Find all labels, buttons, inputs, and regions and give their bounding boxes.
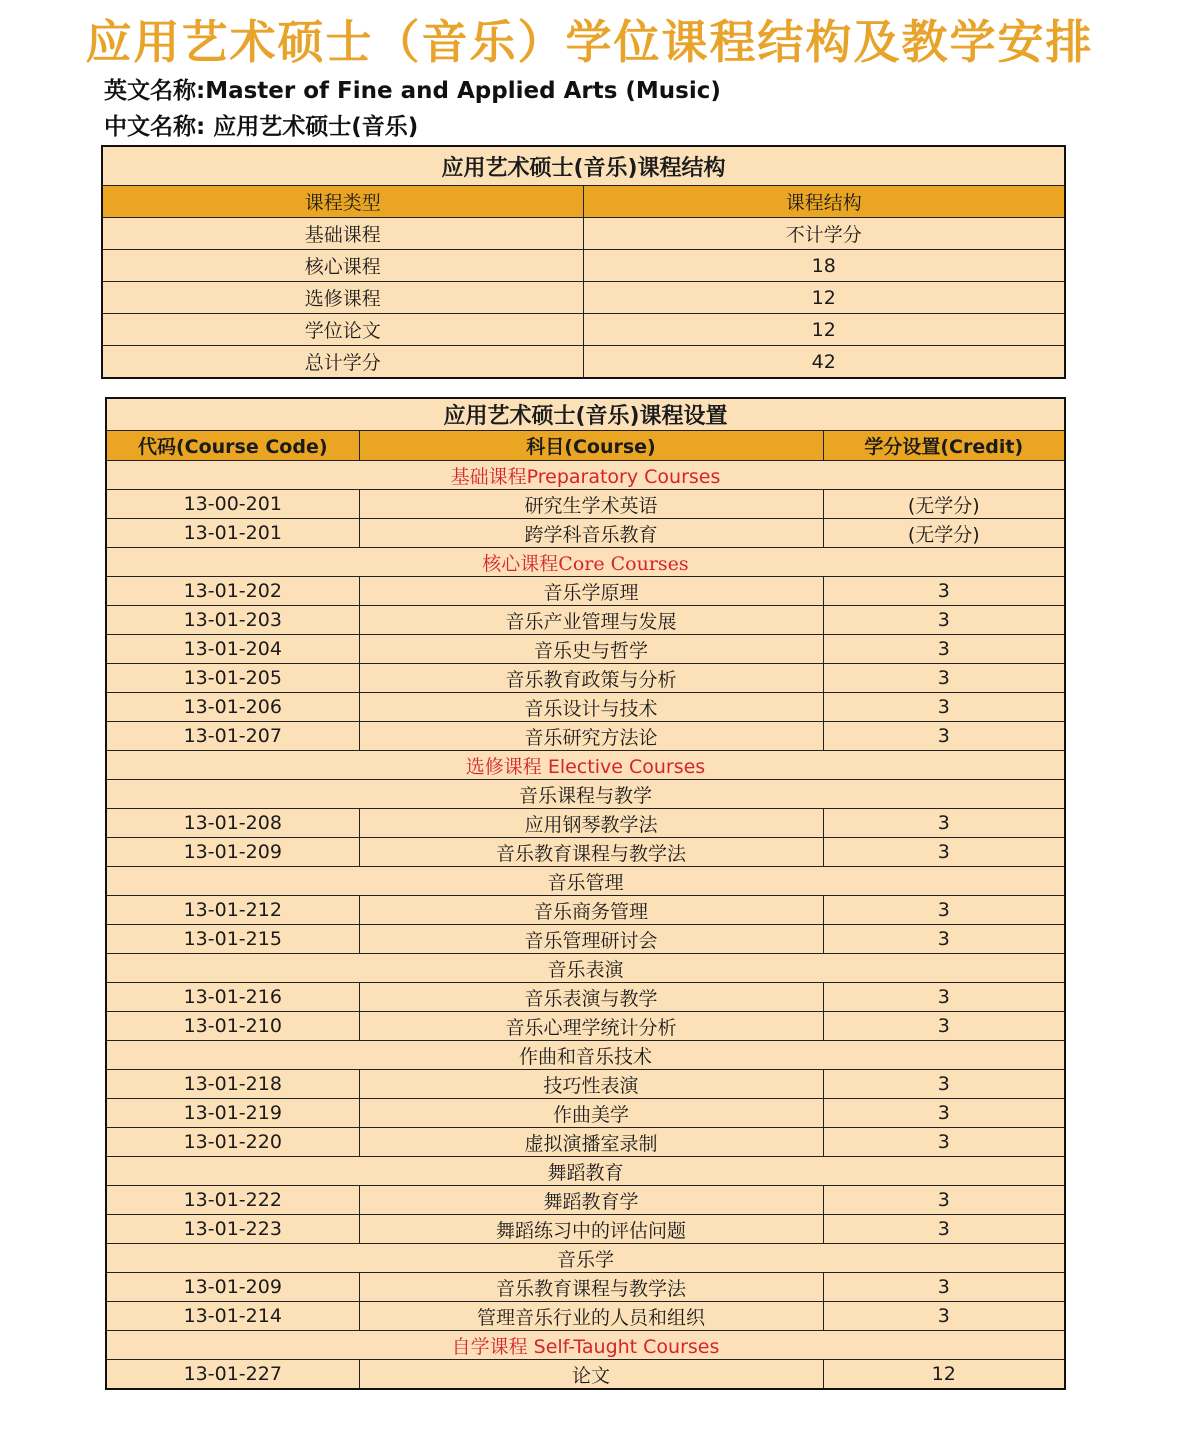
course-code: 13-01-212 [106,896,359,925]
structure-cell-value: 12 [583,314,1065,346]
course-code: 13-01-223 [106,1215,359,1244]
course-name: 跨学科音乐教育 [359,519,823,548]
structure-row [102,218,1065,250]
course-structure-table [101,145,1066,379]
course-settings-table [105,397,1066,1390]
courses-table-caption: 应用艺术硕士(音乐)课程设置 [106,398,1065,431]
section-heading: 自学课程 Self-Taught Courses [106,1331,1065,1360]
course-name: 舞蹈教育学 [359,1186,823,1215]
course-credit: 3 [823,1070,1065,1099]
course-row [106,519,1065,548]
course-row [106,983,1065,1012]
course-code: 13-01-219 [106,1099,359,1128]
structure-cell-type: 基础课程 [102,218,583,250]
course-name: 管理音乐行业的人员和组织 [359,1302,823,1331]
courses-header-course: 科目(Course) [359,431,823,461]
structure-cell-value: 不计学分 [583,218,1065,250]
course-credit: 3 [823,1273,1065,1302]
course-row [106,1012,1065,1041]
course-subgroup-row [106,1041,1065,1070]
course-subgroup-row [106,780,1065,809]
course-credit: 3 [823,809,1065,838]
course-row [106,1099,1065,1128]
course-name: 音乐史与哲学 [359,635,823,664]
english-name-label: 英文名称: [104,78,206,104]
course-row [106,635,1065,664]
subgroup-heading: 舞蹈教育 [106,1157,1065,1186]
course-row [106,1302,1065,1331]
course-code: 13-01-207 [106,722,359,751]
courses-header-code: 代码(Course Code) [106,431,359,461]
course-name: 音乐研究方法论 [359,722,823,751]
course-name: 音乐商务管理 [359,896,823,925]
course-credit: 3 [823,664,1065,693]
structure-row [102,250,1065,282]
course-name: 舞蹈练习中的评估问题 [359,1215,823,1244]
course-credit: 12 [823,1360,1065,1390]
course-code: 13-01-216 [106,983,359,1012]
course-code: 13-01-210 [106,1012,359,1041]
course-code: 13-01-222 [106,1186,359,1215]
subgroup-heading: 音乐表演 [106,954,1065,983]
structure-cell-value: 42 [583,346,1065,379]
course-code: 13-01-204 [106,635,359,664]
course-code: 13-01-205 [106,664,359,693]
course-credit: 3 [823,722,1065,751]
chinese-name-value: 应用艺术硕士(音乐) [213,114,419,140]
course-name: 音乐产业管理与发展 [359,606,823,635]
subgroup-heading: 作曲和音乐技术 [106,1041,1065,1070]
subgroup-heading: 音乐管理 [106,867,1065,896]
course-code: 13-01-208 [106,809,359,838]
course-credit: 3 [823,606,1065,635]
structure-cell-type: 总计学分 [102,346,583,379]
course-row [106,896,1065,925]
section-heading: 核心课程Core Courses [106,548,1065,577]
course-row [106,1186,1065,1215]
course-code: 13-01-220 [106,1128,359,1157]
page-title: 应用艺术硕士（音乐）学位课程结构及教学安排 [85,15,1094,69]
course-row [106,722,1065,751]
course-credit: 3 [823,1186,1065,1215]
course-row [106,606,1065,635]
course-name: 音乐教育政策与分析 [359,664,823,693]
course-row [106,664,1065,693]
course-code: 13-01-206 [106,693,359,722]
course-subgroup-row [106,1244,1065,1273]
structure-cell-type: 选修课程 [102,282,583,314]
course-name: 音乐学原理 [359,577,823,606]
course-section-row [106,751,1065,780]
course-row [106,693,1065,722]
course-subgroup-row [106,1157,1065,1186]
subgroup-heading: 音乐学 [106,1244,1065,1273]
course-row [106,1273,1065,1302]
course-name: 音乐管理研讨会 [359,925,823,954]
course-row [106,490,1065,519]
course-name: 虚拟演播室录制 [359,1128,823,1157]
section-heading: 选修课程 Elective Courses [106,751,1065,780]
english-name-value: Master of Fine and Applied Arts (Music) [205,78,721,104]
course-row [106,577,1065,606]
course-code: 13-01-218 [106,1070,359,1099]
course-name: 作曲美学 [359,1099,823,1128]
course-code: 13-00-201 [106,490,359,519]
course-name: 音乐教育课程与教学法 [359,838,823,867]
course-credit: 3 [823,693,1065,722]
course-section-row [106,1331,1065,1360]
course-code: 13-01-201 [106,519,359,548]
course-row [106,1128,1065,1157]
structure-row [102,282,1065,314]
course-section-row [106,548,1065,577]
course-credit: (无学分) [823,519,1065,548]
course-credit: 3 [823,635,1065,664]
courses-header-credit: 学分设置(Credit) [823,431,1065,461]
course-row [106,838,1065,867]
structure-cell-type: 学位论文 [102,314,583,346]
structure-header-type: 课程类型 [102,186,583,218]
subgroup-heading: 音乐课程与教学 [106,780,1065,809]
course-subgroup-row [106,954,1065,983]
course-code: 13-01-214 [106,1302,359,1331]
course-code: 13-01-209 [106,838,359,867]
structure-cell-value: 18 [583,250,1065,282]
structure-cell-type: 核心课程 [102,250,583,282]
course-credit: 3 [823,1128,1065,1157]
chinese-name-label: 中文名称: [104,114,206,140]
course-code: 13-01-215 [106,925,359,954]
course-subgroup-row [106,867,1065,896]
course-credit: 3 [823,838,1065,867]
structure-table-caption: 应用艺术硕士(音乐)课程结构 [102,146,1065,186]
course-code: 13-01-203 [106,606,359,635]
course-credit: (无学分) [823,490,1065,519]
structure-row [102,346,1065,379]
course-name: 论文 [359,1360,823,1390]
structure-header-structure: 课程结构 [583,186,1065,218]
course-code: 13-01-202 [106,577,359,606]
course-credit: 3 [823,577,1065,606]
structure-row [102,314,1065,346]
course-name: 技巧性表演 [359,1070,823,1099]
course-credit: 3 [823,1302,1065,1331]
course-credit: 3 [823,925,1065,954]
course-credit: 3 [823,1099,1065,1128]
course-credit: 3 [823,1012,1065,1041]
course-name: 音乐表演与教学 [359,983,823,1012]
chinese-name-line [104,108,418,141]
course-credit: 3 [823,983,1065,1012]
course-row [106,925,1065,954]
course-row [106,1215,1065,1244]
course-name: 音乐设计与技术 [359,693,823,722]
course-code: 13-01-227 [106,1360,359,1390]
course-credit: 3 [823,1215,1065,1244]
course-name: 研究生学术英语 [359,490,823,519]
course-credit: 3 [823,896,1065,925]
structure-cell-value: 12 [583,282,1065,314]
course-row [106,809,1065,838]
course-name: 音乐教育课程与教学法 [359,1273,823,1302]
course-code: 13-01-209 [106,1273,359,1302]
course-name: 音乐心理学统计分析 [359,1012,823,1041]
course-section-row [106,461,1065,490]
section-heading: 基础课程Preparatory Courses [106,461,1065,490]
english-name-line [104,72,721,105]
course-row [106,1070,1065,1099]
course-row [106,1360,1065,1390]
course-name: 应用钢琴教学法 [359,809,823,838]
